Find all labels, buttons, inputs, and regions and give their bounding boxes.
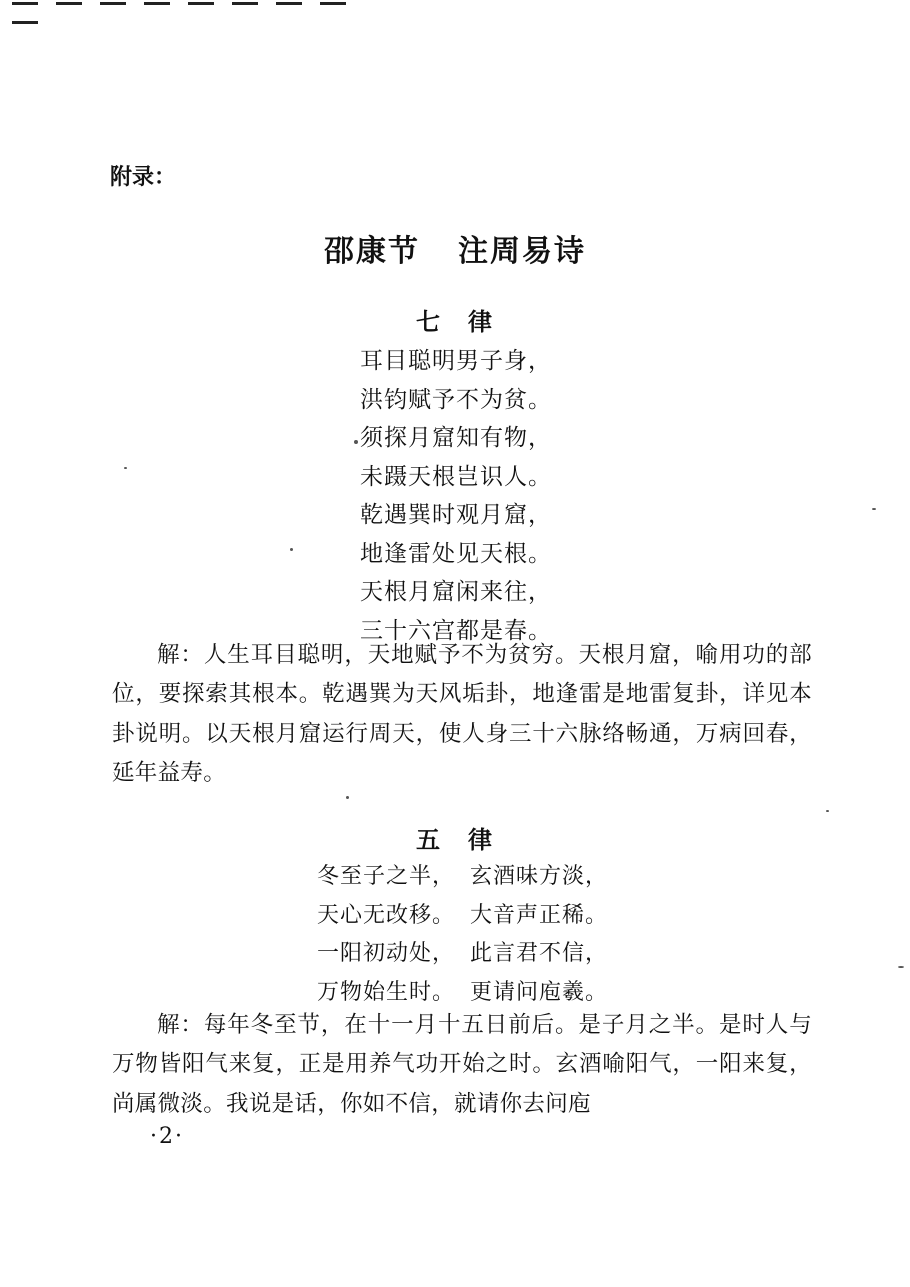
poem-line: 此言君不信， [470, 941, 609, 966]
poem-line: 大音声正稀。 [470, 902, 609, 928]
poem-line: 乾遇巽时观月窟， [360, 502, 552, 528]
poem-wulu-right-column [470, 858, 608, 1012]
poem-line: 耳目聪明男子身， [360, 348, 552, 374]
poem-line: 更请问庖羲。 [470, 979, 609, 1005]
poem-line: 万物始生时。 [316, 979, 455, 1005]
poem-line: 天根月窟闲来往， [360, 579, 552, 605]
poem-wulu-left-column [297, 858, 455, 1012]
top-dashed-rule [12, 2, 382, 8]
poem-line: 冬至子之半， [316, 864, 455, 889]
scan-speck [872, 508, 876, 510]
poem-line: 未蹑天根岂识人。 [360, 463, 552, 490]
scan-speck [354, 440, 358, 444]
poem-line: 玄酒味方淡， [470, 864, 609, 889]
poem-line: 天心无改移。 [316, 902, 455, 928]
scan-speck [124, 467, 127, 469]
scan-speck [898, 966, 904, 968]
poem-line: 三十六宫都是春。 [360, 617, 552, 644]
poem-line: 须探月窟知有物， [360, 425, 552, 451]
poem-qilu [360, 342, 552, 650]
poem-line: 一阳初动处， [316, 941, 455, 966]
page-title [0, 226, 910, 270]
poem-line: 洪钧赋予不为贫。 [360, 386, 552, 413]
scan-speck [346, 796, 349, 799]
section-heading-wulu: 五 律 [416, 825, 494, 854]
scan-speck [290, 548, 293, 551]
section-heading-qilu: 七 律 [416, 307, 494, 336]
commentary-wulu: 解：每年冬至节，在十一月十五日前后。是子月之半。是时人与万物皆阳气来复，正是用养气功开始之时。玄酒喻阳气，一阳来复，尚属微淡。我说是话，你如不信，就请你去问庖 [112, 1012, 812, 1117]
appendix-label: 附录： [110, 164, 177, 190]
poem-line: 地逢雷处见天根。 [360, 540, 552, 567]
title-work: 注周易诗 [458, 234, 586, 269]
page-number: ·2· [150, 1124, 184, 1149]
commentary-qilu: 解：人生耳目聪明，天地赋予不为贫穷。天根月窟，喻用功的部位，要探索其根本。乾遇巽为天风垢卦，地逢雷是地雷复卦，详见本卦说明。以天根月窟运行周天，使人身三十六脉络畅通，万病回春，延年益寿。 [112, 642, 812, 786]
scan-speck [826, 810, 829, 812]
title-author: 邵康节 [324, 234, 420, 269]
